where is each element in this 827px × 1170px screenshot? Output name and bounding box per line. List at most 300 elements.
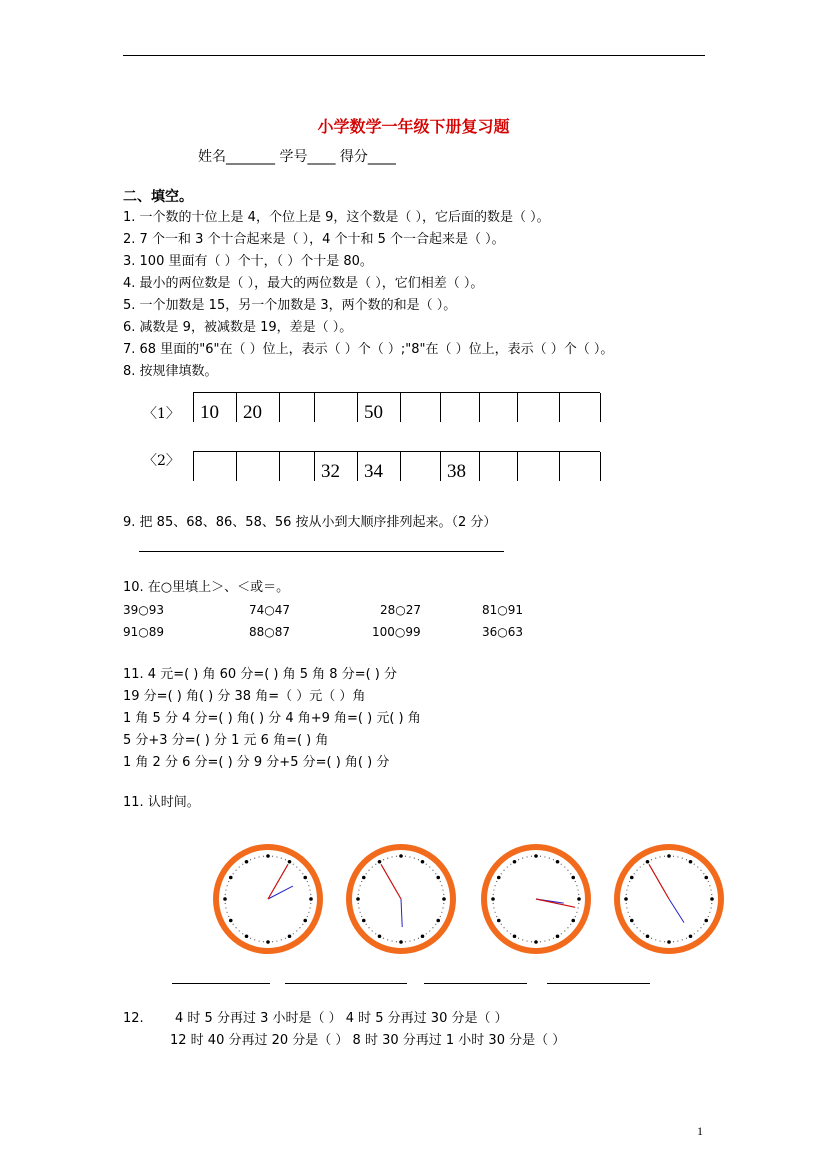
minute-mark [561, 933, 562, 934]
question-5: 5. 一个加数是 15，另一个加数是 3，两个数的和是（ ）。 [123, 298, 457, 313]
minute-mark [239, 930, 240, 931]
minute-mark [626, 894, 627, 895]
minute-mark [578, 903, 579, 904]
minute-mark [507, 866, 508, 867]
hour-mark [266, 854, 270, 858]
minute-mark [372, 930, 373, 931]
sequence-box [314, 393, 357, 422]
minute-mark [561, 864, 562, 865]
hour-mark [378, 860, 382, 864]
question-10-title: 10. 在○里填上＞、＜或＝。 [123, 580, 290, 595]
minute-mark [544, 940, 545, 941]
minute-mark [697, 930, 698, 931]
sequence-box [236, 393, 279, 422]
minute-mark [531, 941, 532, 942]
hour-mark [303, 876, 307, 880]
hour-mark [534, 940, 538, 944]
minute-mark [426, 864, 427, 865]
hour-mark [223, 897, 227, 901]
minute-mark [495, 885, 496, 886]
top-rule [123, 55, 705, 56]
minute-mark [360, 885, 361, 886]
minute-mark [575, 916, 576, 917]
sequence-box [236, 452, 279, 481]
clock-answer-line [172, 983, 270, 984]
clock-answer-line [424, 983, 527, 984]
minute-mark [493, 894, 494, 895]
minute-mark [435, 873, 436, 874]
minute-mark [703, 924, 704, 925]
minute-mark [396, 941, 397, 942]
hour-mark [442, 897, 446, 901]
minute-mark [391, 856, 392, 857]
minute-mark [254, 939, 255, 940]
question-11-time: 11. 认时间。 [123, 795, 200, 810]
minute-mark [549, 939, 550, 940]
compare-item: 39○93 [123, 603, 165, 617]
sequence-1-boxes [193, 392, 600, 422]
question-7: 7. 68 里面的"6"在（ ）位上，表示（ ）个（ ）;"8"在（ ）位上，表示（ ）个（ ）。 [123, 342, 614, 357]
hour-mark [704, 919, 708, 923]
minute-mark [358, 894, 359, 895]
minute-mark [310, 894, 311, 895]
minute-mark [640, 930, 641, 931]
hour-mark [421, 860, 425, 864]
minute-mark [383, 859, 384, 860]
money-line-5: 1 角 2 分 6 分=( ) 分 9 分+5 分=( ) 角( ) 分 [123, 755, 390, 770]
clock-2 [344, 842, 458, 956]
minute-mark [375, 933, 376, 934]
clock-answer-line [285, 983, 407, 984]
minute-mark [628, 885, 629, 886]
minute-mark [503, 927, 504, 928]
minute-mark [682, 939, 683, 940]
minute-mark [302, 924, 303, 925]
minute-mark [227, 912, 228, 913]
minute-mark [673, 856, 674, 857]
minute-mark [643, 933, 644, 934]
minute-mark [659, 856, 660, 857]
minute-mark [225, 903, 226, 904]
sequence-2-boxes [193, 451, 600, 481]
minute-mark [418, 859, 419, 860]
hour-mark [556, 934, 560, 938]
minute-mark [629, 916, 630, 917]
question-6: 6. 减数是 9，被减数是 19，差是（ ）。 [123, 320, 353, 335]
minute-mark [544, 856, 545, 857]
money-line-2: 19 分=( ) 角( ) 分 38 角=（ ）元（ ）角 [123, 689, 366, 704]
sequence-box [357, 393, 400, 422]
hour-mark [229, 919, 233, 923]
minute-mark [570, 924, 571, 925]
sequence-box [479, 393, 517, 422]
minute-mark [711, 903, 712, 904]
money-line-1: 11. 4 元=( ) 角 60 分=( ) 角 5 角 8 分=( ) 分 [123, 667, 397, 682]
question-12-number: 12. [123, 1011, 144, 1026]
minute-mark [634, 873, 635, 874]
minute-mark [673, 941, 674, 942]
hour-mark [710, 897, 714, 901]
clock-3 [479, 842, 593, 956]
minute-mark [694, 933, 695, 934]
minute-mark [358, 889, 359, 890]
hour-mark [362, 919, 366, 923]
minute-mark [228, 881, 229, 882]
compare-item: 81○91 [482, 603, 524, 617]
minute-mark [375, 864, 376, 865]
minute-mark [308, 912, 309, 913]
minute-mark [510, 933, 511, 934]
minute-mark [677, 940, 678, 941]
hour-mark [436, 876, 440, 880]
minute-mark [432, 870, 433, 871]
hour-mark [571, 876, 575, 880]
minute-mark [418, 938, 419, 939]
sequence-box [440, 393, 479, 422]
minute-mark [709, 885, 710, 886]
minute-mark [441, 885, 442, 886]
minute-mark [233, 924, 234, 925]
hour-mark [229, 876, 233, 880]
minute-mark [225, 889, 226, 890]
minute-mark [626, 903, 627, 904]
minute-mark [263, 856, 264, 857]
hour-mark [630, 876, 634, 880]
compare-item: 100○99 [372, 625, 421, 639]
minute-mark [293, 864, 294, 865]
minute-mark [368, 870, 369, 871]
question-12-line-2: 12 时 40 分再过 20 分是（ ） 8 时 30 分再过 1 小时 30 分是（ ） [170, 1033, 566, 1048]
minute-mark [576, 912, 577, 913]
minute-mark [526, 940, 527, 941]
hour-mark [497, 919, 501, 923]
minute-mark [677, 856, 678, 857]
minute-mark [293, 933, 294, 934]
minute-mark [272, 856, 273, 857]
question-2: 2. 7 个一和 3 个十合起来是（ ），4 个十和 5 个一合起来是（ ）。 [123, 232, 505, 247]
sequence-value: 32 [321, 461, 340, 482]
minute-mark [361, 916, 362, 917]
minute-mark [655, 858, 656, 859]
sequence-box [517, 452, 559, 481]
minute-mark [302, 873, 303, 874]
hour-mark [630, 919, 634, 923]
sequence-box [517, 393, 559, 422]
minute-mark [710, 889, 711, 890]
minute-mark [235, 927, 236, 928]
sequence-box [314, 452, 357, 481]
question-4: 4. 最小的两位数是（ ），最大的两位数是（ ），它们相差（ ）。 [123, 276, 484, 291]
money-line-3: 1 角 5 分 4 分=( ) 角( ) 分 4 角+9 角=( ) 元( ) 角 [123, 711, 421, 726]
minute-mark [629, 881, 630, 882]
minute-mark [242, 933, 243, 934]
minute-mark [570, 873, 571, 874]
minute-mark [307, 916, 308, 917]
minute-mark [258, 940, 259, 941]
hour-mark [577, 897, 581, 901]
minute-mark [414, 858, 415, 859]
minute-mark [307, 881, 308, 882]
minute-mark [522, 858, 523, 859]
minute-mark [281, 858, 282, 859]
sequence-box [479, 452, 517, 481]
minute-mark [414, 939, 415, 940]
minute-mark [432, 927, 433, 928]
minute-mark [366, 924, 367, 925]
minute-mark [664, 856, 665, 857]
minute-mark [710, 907, 711, 908]
hour-mark [266, 940, 270, 944]
sequence-value: 50 [364, 402, 383, 423]
minute-mark [360, 912, 361, 913]
student-info: 姓名_______ 学号____ 得分____ [198, 149, 396, 165]
minute-mark [700, 927, 701, 928]
sequence-box [559, 452, 601, 481]
minute-mark [235, 870, 236, 871]
minute-mark [496, 916, 497, 917]
sequence-2-label: 〈2〉 [143, 453, 180, 469]
sequence-box [559, 393, 601, 422]
hour-mark [513, 934, 517, 938]
minute-mark [227, 885, 228, 886]
minute-mark [493, 903, 494, 904]
sequence-box [279, 452, 314, 481]
minute-mark [700, 870, 701, 871]
minute-mark [531, 856, 532, 857]
minute-mark [409, 940, 410, 941]
minute-mark [435, 924, 436, 925]
minute-mark [409, 856, 410, 857]
hour-mark [245, 934, 249, 938]
minute-mark [708, 916, 709, 917]
hour-mark [513, 860, 517, 864]
minute-mark [577, 907, 578, 908]
minute-mark [250, 938, 251, 939]
minute-mark [372, 866, 373, 867]
minute-mark [391, 940, 392, 941]
minute-mark [366, 873, 367, 874]
minute-mark [285, 938, 286, 939]
minute-mark [703, 873, 704, 874]
sequence-box [279, 393, 314, 422]
minute-mark [276, 856, 277, 857]
minute-mark [636, 927, 637, 928]
page-number: 1 [697, 1124, 703, 1138]
hour-mark [303, 919, 307, 923]
sequence-box [400, 452, 440, 481]
minute-mark [686, 938, 687, 939]
hour-mark [378, 934, 382, 938]
minute-mark [296, 866, 297, 867]
hour-mark [689, 934, 693, 938]
clock-4 [612, 842, 726, 956]
minute-mark [272, 941, 273, 942]
money-line-4: 5 分+3 分=( ) 分 1 元 6 角=( ) 角 [123, 733, 329, 748]
minute-mark [441, 912, 442, 913]
question-1: 1. 一个数的十位上是 4，个位上是 9，这个数是（ ），它后面的数是（ ）。 [123, 210, 550, 225]
minute-mark [501, 873, 502, 874]
minute-mark [576, 885, 577, 886]
minute-mark [285, 859, 286, 860]
minute-mark [233, 873, 234, 874]
hour-mark [356, 897, 360, 901]
compare-item: 91○89 [123, 625, 165, 639]
minute-mark [640, 866, 641, 867]
hour-mark [571, 919, 575, 923]
minute-mark [358, 903, 359, 904]
minute-mark [383, 938, 384, 939]
clock-1 [211, 842, 325, 956]
minute-mark [358, 907, 359, 908]
compare-item: 88○87 [249, 625, 291, 639]
minute-mark [387, 858, 388, 859]
sequence-value: 10 [200, 402, 219, 423]
minute-mark [405, 941, 406, 942]
question-9: 9. 把 85、68、86、58、56 按从小到大顺序排列起来。（2 分） [123, 515, 497, 530]
minute-mark [368, 927, 369, 928]
minute-mark [443, 894, 444, 895]
minute-mark [496, 881, 497, 882]
minute-mark [299, 870, 300, 871]
minute-mark [387, 939, 388, 940]
hour-mark [646, 860, 650, 864]
sequence-1-label: 〈1〉 [143, 406, 180, 422]
minute-mark [250, 859, 251, 860]
minute-mark [694, 864, 695, 865]
sequence-box [193, 452, 236, 481]
hour-mark [704, 876, 708, 880]
minute-mark [281, 939, 282, 940]
minute-mark [309, 907, 310, 908]
minute-mark [493, 889, 494, 890]
minute-mark [396, 856, 397, 857]
minute-mark [258, 856, 259, 857]
minute-mark [429, 930, 430, 931]
sequence-box [357, 452, 400, 481]
minute-mark [493, 907, 494, 908]
minute-mark [628, 912, 629, 913]
hour-mark [689, 860, 693, 864]
hour-mark [624, 897, 628, 901]
minute-mark [501, 924, 502, 925]
minute-mark [553, 938, 554, 939]
hour-mark [556, 860, 560, 864]
hour-mark [534, 854, 538, 858]
minute-mark [228, 916, 229, 917]
minute-mark [429, 866, 430, 867]
minute-mark [564, 930, 565, 931]
page-title: 小学数学一年级下册复习题 [317, 117, 510, 136]
sequence-box [193, 393, 236, 422]
minute-mark [549, 858, 550, 859]
minute-mark [518, 938, 519, 939]
minute-mark [442, 889, 443, 890]
minute-mark [503, 870, 504, 871]
minute-mark [553, 859, 554, 860]
minute-mark [254, 858, 255, 859]
minute-mark [299, 927, 300, 928]
minute-mark [711, 894, 712, 895]
minute-mark [518, 859, 519, 860]
minute-mark [310, 903, 311, 904]
compare-item: 74○47 [249, 603, 291, 617]
question-12-line-1: 4 时 5 分再过 3 小时是（ ） 4 时 5 分再过 30 分是（ ） [175, 1011, 508, 1026]
minute-mark [708, 881, 709, 882]
minute-mark [643, 864, 644, 865]
minute-mark [697, 866, 698, 867]
sequence-value: 20 [243, 402, 262, 423]
minute-mark [659, 940, 660, 941]
minute-mark [655, 939, 656, 940]
question-3: 3. 100 里面有（ ）个十，（ ）个十是 80。 [123, 254, 373, 269]
compare-item: 28○27 [380, 603, 422, 617]
minute-mark [440, 916, 441, 917]
sequence-box [440, 452, 479, 481]
minute-mark [443, 903, 444, 904]
minute-mark [682, 858, 683, 859]
minute-mark [225, 894, 226, 895]
minute-mark [309, 889, 310, 890]
minute-mark [308, 885, 309, 886]
hour-mark [491, 897, 495, 901]
minute-mark [440, 881, 441, 882]
minute-mark [567, 870, 568, 871]
minute-mark [426, 933, 427, 934]
clock-answer-line [547, 983, 650, 984]
minute-mark [522, 939, 523, 940]
hour-mark [399, 854, 403, 858]
minute-mark [442, 907, 443, 908]
section-heading: 二、填空。 [123, 189, 193, 205]
minute-mark [405, 856, 406, 857]
minute-mark [296, 930, 297, 931]
hour-mark [362, 876, 366, 880]
minute-mark [626, 907, 627, 908]
minute-mark [507, 930, 508, 931]
minute-mark [686, 859, 687, 860]
minute-mark [664, 941, 665, 942]
minute-mark [578, 894, 579, 895]
minute-mark [263, 941, 264, 942]
minute-mark [564, 866, 565, 867]
minute-mark [242, 864, 243, 865]
hour-mark [245, 860, 249, 864]
hour-mark [399, 940, 403, 944]
sequence-value: 38 [447, 461, 466, 482]
minute-mark [510, 864, 511, 865]
compare-item: 36○63 [482, 625, 524, 639]
minute-mark [575, 881, 576, 882]
minute-mark [495, 912, 496, 913]
sequence-box [400, 393, 440, 422]
answer-line-9 [139, 551, 504, 552]
minute-mark [276, 940, 277, 941]
minute-mark [626, 889, 627, 890]
hour-mark [309, 897, 313, 901]
minute-mark [361, 881, 362, 882]
minute-mark [526, 856, 527, 857]
minute-mark [577, 889, 578, 890]
minute-mark [651, 859, 652, 860]
hour-mark [288, 934, 292, 938]
hour-mark [421, 934, 425, 938]
minute-mark [636, 870, 637, 871]
hour-mark [667, 940, 671, 944]
minute-mark [634, 924, 635, 925]
hour-mark [288, 860, 292, 864]
minute-mark [540, 941, 541, 942]
minute-mark [540, 856, 541, 857]
